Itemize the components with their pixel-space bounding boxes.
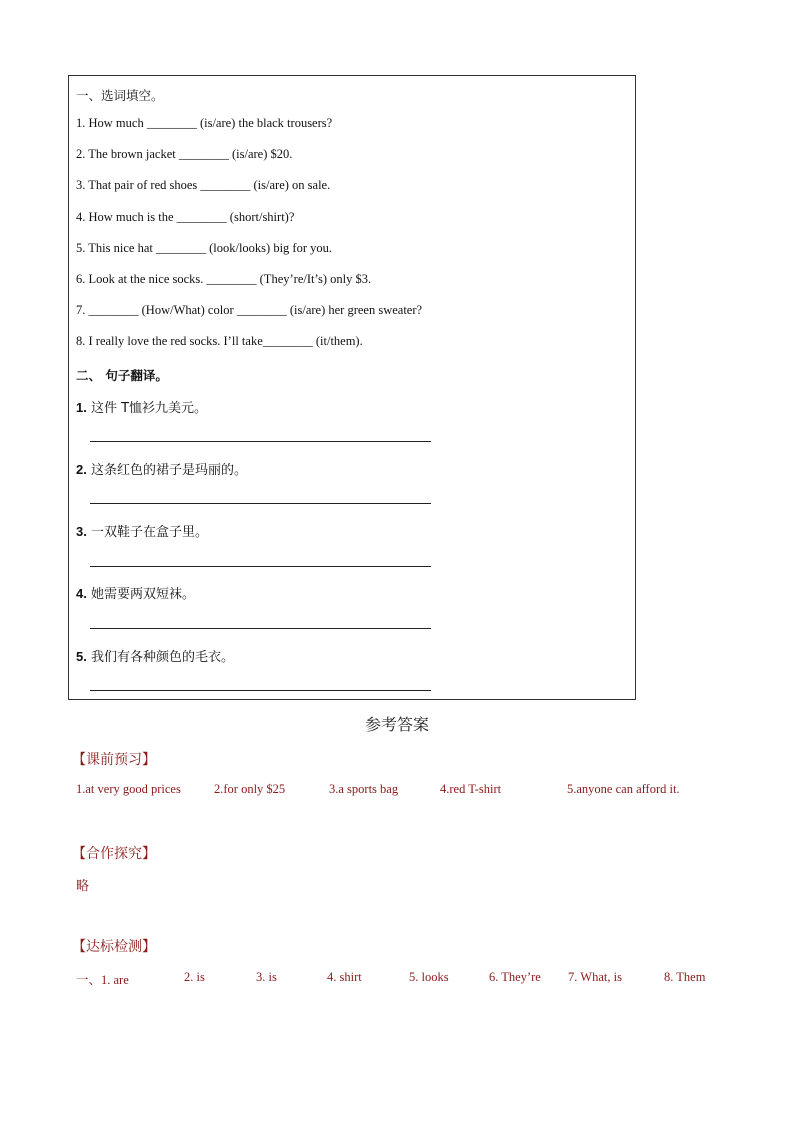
question-5: 5. This nice hat ________ (look/looks) big for you.	[76, 241, 332, 255]
question-7: 7. ________ (How/What) color ________ (is/are) her green sweater?	[76, 303, 423, 317]
question-2: 2. The brown jacket ________ (is/are) $20.	[76, 147, 293, 161]
translation-4-number: 4.	[76, 586, 87, 601]
translation-2	[76, 459, 247, 478]
answers-title: 参考答案	[364, 715, 429, 734]
question-1: 1. How much ________ (is/are) the black trousers?	[76, 116, 333, 130]
answer-line-2	[90, 503, 431, 504]
answer-line-5	[90, 690, 431, 691]
test-answer-8: 8. Them	[664, 970, 706, 984]
translation-5-text: 我们有各种颜色的毛衣。	[90, 650, 234, 665]
translation-4-text: 她需要两双短袜。	[90, 587, 195, 602]
section2-title: 二、 句子翻译。	[76, 368, 168, 383]
answer-line-4	[90, 628, 431, 629]
preview-answer-3: 3.a sports bag	[329, 782, 399, 796]
translation-1-number: 1.	[76, 400, 87, 415]
test-answer-3: 3. is	[256, 970, 277, 984]
question-4: 4. How much is the ________ (short/shirt)?	[76, 210, 295, 224]
test-answer-4: 4. shirt	[327, 970, 362, 984]
translation-2-text: 这条红色的裙子是玛丽的。	[90, 463, 247, 478]
test-answer-6: 6. They’re	[489, 970, 541, 984]
translation-5	[76, 646, 234, 665]
preview-answer-4: 4.red T-shirt	[440, 782, 502, 796]
preview-heading: 【课前预习】	[72, 752, 156, 768]
test-answer-1: 一、1. are	[76, 973, 129, 987]
answer-line-1	[90, 441, 431, 442]
test-answer-5: 5. looks	[409, 970, 449, 984]
translation-2-number: 2.	[76, 462, 87, 477]
question-6: 6. Look at the nice socks. ________ (They’re/It’s) only $3.	[76, 272, 372, 286]
exercise-box	[68, 75, 636, 700]
translation-3-number: 3.	[76, 524, 87, 539]
preview-answer-2: 2.for only $25	[214, 782, 286, 796]
question-8: 8. I really love the red socks. I’ll take________ (it/them).	[76, 334, 363, 348]
question-3: 3. That pair of red shoes ________ (is/are) on sale.	[76, 178, 331, 192]
coop-heading: 【合作探究】	[72, 846, 156, 862]
preview-answer-1: 1.at very good prices	[76, 782, 181, 796]
test-answer-7: 7. What, is	[568, 970, 622, 984]
translation-1-text: 这件 T恤衫九美元。	[90, 401, 208, 416]
test-answer-2: 2. is	[184, 970, 205, 984]
translation-5-number: 5.	[76, 649, 87, 664]
test-heading: 【达标检测】	[72, 939, 156, 955]
coop-text: 略	[76, 879, 90, 894]
section1-title: 一、选词填空。	[76, 88, 164, 103]
translation-3-text: 一双鞋子在盒子里。	[90, 525, 208, 540]
translation-4	[76, 583, 195, 602]
translation-3	[76, 521, 208, 540]
preview-answer-5: 5.anyone can afford it.	[567, 782, 680, 796]
translation-1	[76, 397, 207, 416]
answer-line-3	[90, 566, 431, 567]
